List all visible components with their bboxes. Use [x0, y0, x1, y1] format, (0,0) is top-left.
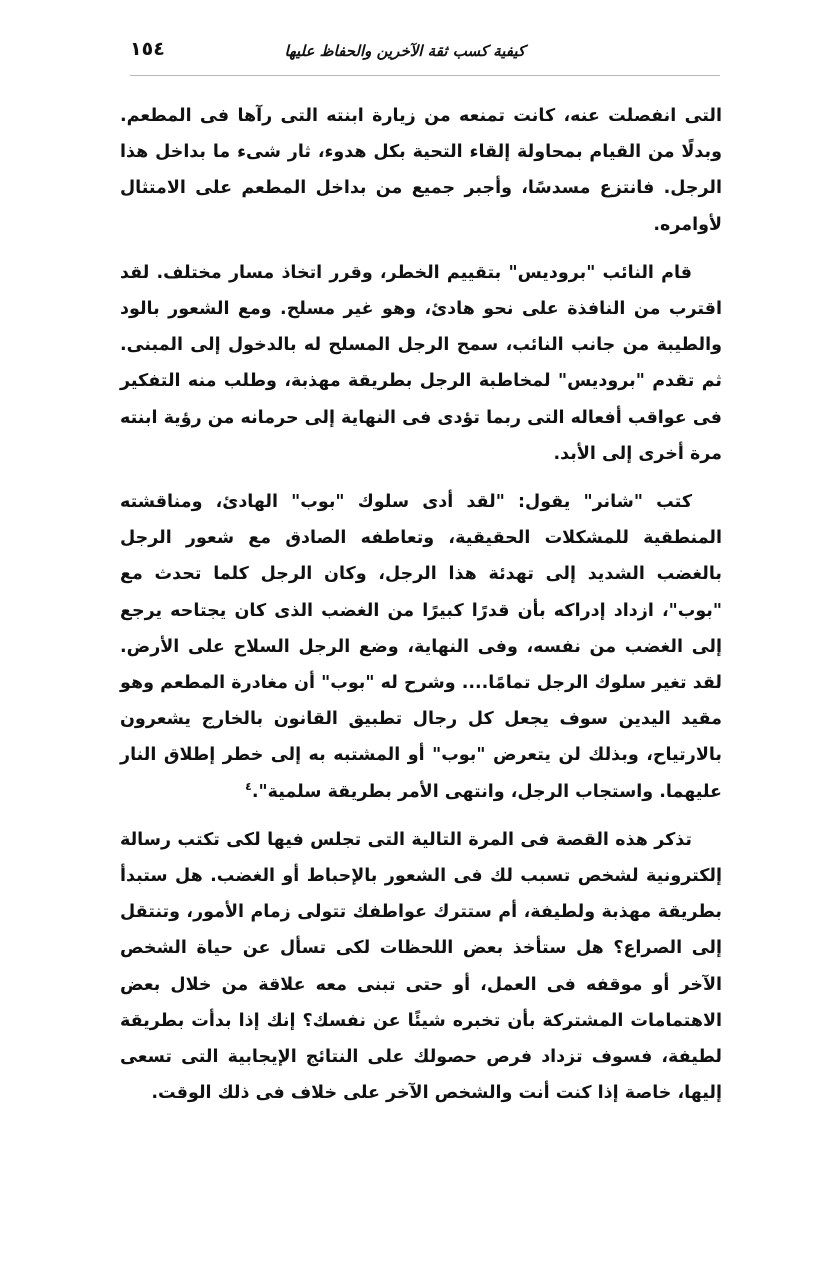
paragraph-2 — [120, 255, 722, 472]
paragraph-4 — [120, 822, 722, 1112]
running-title: كيفية كسب ثقة الآخرين والحفاظ عليها — [284, 42, 525, 60]
page-number: ١٥٤ — [130, 38, 165, 60]
header-rule — [130, 75, 720, 76]
paragraph-3-text: كتب "شانر" يقول: "لقد أدى سلوك "بوب" الهادئ، ومناقشته المنطقية للمشكلات الحقيقية، وتعاطفه الصادق مع شعور الرجل بالغضب الشديد إلى تهدئة هذا الرجل، وكان الرجل كلما تحدث مع "بوب"، ازداد إدراكه بأن قدرًا كبيرًا من الغضب الذى كان يجتاحه يرجع إلى الغضب من نفسه، وفى النهاية، وضع الرجل السلاح على الأرض. لقد تغير سلوك الرجل تمامًا.... وشرح له "بوب" أن مغادرة المطعم وهو مقيد اليدين سوف يجعل كل رجال تطبيق القانون بالخارج يشعرون بالارتياح، وبذلك لن يتعرض "بوب" أو المشتبه به إلى خطر إطلاق النار عليهما. واستجاب الرجل، وانتهى الأمر بطريقة سلمية". — [120, 492, 722, 802]
paragraph-2-text: قام النائب "بروديس" بتقييم الخطر، وقرر اتخاذ مسار مختلف. لقد اقترب من النافذة على نحو هادئ، وهو غير مسلح. ومع الشعور بالود والطيبة من جانب النائب، سمح الرجل المسلح له بالدخول إلى المبنى. ثم تقدم "بروديس" لمخاطبة الرجل بطريقة مهذبة، وطلب منه التفكير فى عواقب أفعاله التى ربما تؤدى فى النهاية إلى حرمانه من رؤية ابنته مرة أخرى إلى الأبد. — [120, 262, 722, 464]
endnote-marker: ٤ — [245, 779, 252, 793]
paragraph-4-text: تذكر هذه القصة فى المرة التالية التى تجلس فيها لكى تكتب رسالة إلكترونية لشخص تسبب لك فى الشعور بالإحباط أو الغضب. هل ستبدأ بطريقة مهذبة ولطيفة، أم ستترك عواطفك تتولى زمام الأمور، وتنتقل إلى الصراع؟ هل ستأخذ بعض اللحظات لكى تسأل عن حياة الشخص الآخر أو موقفه فى العمل، أو حتى تبنى معه علاقة من خلال بعض الاهتمامات المشتركة بأن تخبره شيئًا عن نفسك؟ إنك إذا بدأت بطريقة لطيفة، فسوف تزداد فرص حصولك على النتائج الإيجابية التى تسعى إليها، خاصة إذا كنت أنت والشخص الآخر على خلاف فى ذلك الوقت. — [120, 829, 722, 1104]
paragraph-1 — [120, 98, 722, 243]
running-header — [130, 38, 720, 74]
paragraph-1-text: التى انفصلت عنه، كانت تمنعه من زيارة ابنته التى رآها فى المطعم. وبدلًا من القيام بمحاولة إلقاء التحية بكل هدوء، ثار شىء ما بداخل هذا الرجل. فانتزع مسدسًا، وأجبر جميع من بداخل المطعم على الامتثال لأوامره. — [120, 106, 722, 235]
body-text — [120, 98, 722, 1111]
paragraph-3 — [120, 484, 722, 810]
